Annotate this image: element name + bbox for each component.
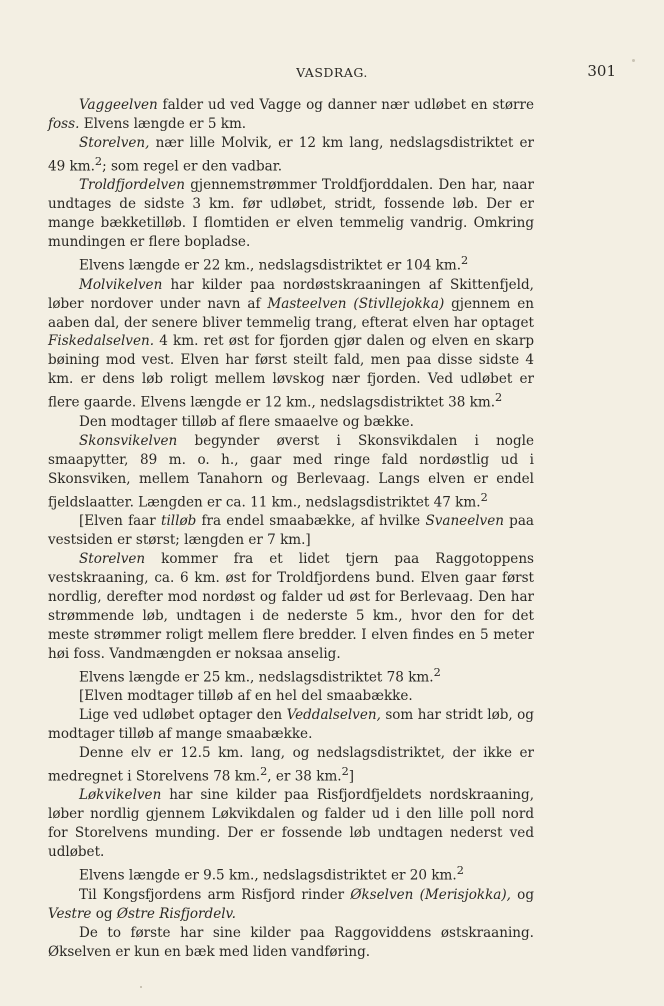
paragraph xyxy=(48,550,534,664)
italic-term: Svaneelven xyxy=(425,513,504,530)
italic-term: Vaggeelven xyxy=(79,97,158,113)
paragraph xyxy=(48,413,534,432)
superscript: 2 xyxy=(433,665,441,679)
text-run: paa vestsiden er størst; længden er 7 km.] xyxy=(48,513,534,549)
body-text xyxy=(48,96,534,962)
text-run: gjennemstrømmer Troldfjorddalen. Den har, naar undtages de sidste 3 km. før udløbet, stridt, fossende løb. Der er mange bækketilløb. I flomtiden er elven temmelig vandrig. Omkring mundingen er flere bopladse. xyxy=(48,177,534,251)
text-run: [Elven faar xyxy=(79,513,161,530)
superscript: 2 xyxy=(461,254,469,268)
page-header xyxy=(48,62,616,82)
running-head: VASDRAG. xyxy=(296,65,368,80)
text-run: falder ud ved Vagge og danner nær udløbet en større xyxy=(157,97,534,113)
superscript: 2 xyxy=(495,391,503,405)
text-run: og xyxy=(91,905,117,922)
italic-term: Løkvikelven xyxy=(79,787,162,804)
text-run: ] xyxy=(348,768,355,785)
paragraph xyxy=(48,664,534,687)
italic-term: Fiskedalselven. xyxy=(48,333,154,350)
text-run: har kilder paa nordøstskraaningen af Skittenfjeld, løber nordover under navn af xyxy=(48,276,534,312)
italic-term: Vestre xyxy=(48,905,92,922)
superscript: 2 xyxy=(480,490,488,504)
text-run: fra endel smaabække, af hvilke xyxy=(196,513,426,530)
italic-term: Molvikelven xyxy=(79,276,163,293)
italic-term: foss. xyxy=(48,115,80,132)
italic-term: Storelven, xyxy=(79,134,150,151)
text-run: Elvens længde er 25 km., nedslagsdistriktet 78 km. xyxy=(79,669,434,686)
text-run: begynder øverst i Skonsvikdalen i nogle smaapytter, 89 m. o. h., gaar med ringe fald nordøstlig ud i Skonsviken, mellem Tanahorn og Berlevaag. Langs elven er endel fjeldslaatter. Længden er ca. 11 km., nedslagsdistriktet 47 km. xyxy=(48,432,534,511)
paragraph xyxy=(48,924,534,962)
text-run: Denne elv er 12.5 km. lang, og nedslagsdistriktet, der ikke er medregnet i Storelvens 78 km. xyxy=(48,745,534,785)
text-run: Til Kongsfjordens arm Risfjord rinder xyxy=(79,886,351,903)
paragraph xyxy=(48,96,534,134)
superscript: 2 xyxy=(260,764,268,778)
italic-term: Masteelven (Stivllejokka) xyxy=(267,295,445,312)
text-run: Elvens længde er 9.5 km., nedslagsdistriktet er 20 km. xyxy=(79,867,457,884)
text-run: 4 km. ret øst for fjorden gjør dalen og elven en skarp bøining mod vest. Elven har først steilt fald, men paa disse sidste 4 km. er dens løb roligt mellem løvskog nær fjorden. Ved udløbet er flere gaarde. Elvens længde er 12 km., nedslagsdistriktet 38 km. xyxy=(48,333,534,411)
text-run: nær lille Molvik, er 12 km lang, nedslagsdistriktet er 49 km. xyxy=(48,134,534,175)
page-speck xyxy=(140,986,142,988)
paragraph xyxy=(48,886,534,924)
paragraph xyxy=(48,512,534,550)
italic-term: tilløb xyxy=(161,513,197,530)
paragraph xyxy=(48,786,534,862)
italic-term: Veddalselven, xyxy=(286,707,381,724)
paragraph xyxy=(48,706,534,744)
italic-term: Storelven xyxy=(79,550,146,567)
text-run: gjennem en aaben dal, der senere bliver temmelig trang, efterat elven har optaget xyxy=(48,295,534,331)
text-run: kommer fra et lidet tjern paa Raggotoppens vestskraaning, ca. 6 km. øst for Troldfjordens bund. Elven gaar først nordlig, derefter mod nordøst og falder ud øst for Berlevaag. Den har strømmende løb, undtagen i de nederste 5 km., hvor den for det meste strømmer roligt mellem flere bredder. I elven findes en 5 meter høi foss. Vandmængden er noksaa anselig. xyxy=(48,550,534,662)
text-run: ; som regel er den vadbar. xyxy=(102,158,283,175)
text-run: Den modtager tilløb af flere smaaelve og bække. xyxy=(79,413,414,430)
text-run: , er 38 km. xyxy=(267,768,342,785)
page-speck xyxy=(632,59,635,62)
paragraph xyxy=(48,432,534,512)
superscript: 2 xyxy=(456,864,464,878)
text-run: Elvens længde er 22 km., nedslagsdistriktet er 104 km. xyxy=(79,257,461,274)
paragraph xyxy=(48,862,534,885)
page-number: 301 xyxy=(587,62,616,80)
text-run: [Elven modtager tilløb af en hel del smaabække. xyxy=(79,688,413,705)
paragraph xyxy=(48,687,534,706)
paragraph xyxy=(48,176,534,252)
paragraph xyxy=(48,134,534,176)
paragraph xyxy=(48,252,534,275)
text-run: som har stridt løb, og modtager tilløb af mange smaabække. xyxy=(48,707,534,743)
superscript: 2 xyxy=(341,764,349,778)
italic-term: Østre Risfjordelv. xyxy=(116,905,236,922)
text-run: Lige ved udløbet optager den xyxy=(79,707,287,724)
superscript: 2 xyxy=(94,154,103,168)
italic-term: Skonsvikelven xyxy=(79,432,178,449)
italic-term: Økselven (Merisjokka), xyxy=(350,886,511,903)
text-run: De to første har sine kilder paa Raggoviddens østskraaning. Økselven er kun en bæk med liden vandføring. xyxy=(48,924,534,960)
text-run: har sine kilder paa Risfjordfjeldets nordskraaning, løber nordlig gjennem Løkvikdalen og falder ud i den lille poll nord for Storelvens munding. Der er fossende løb undtagen nederst ved udløbet. xyxy=(48,787,534,861)
paragraph xyxy=(48,744,534,786)
paragraph xyxy=(48,276,534,413)
text-run: Elvens længde er 5 km. xyxy=(79,115,247,132)
italic-term: Troldfjordelven xyxy=(79,177,185,194)
text-run: og xyxy=(510,886,534,903)
